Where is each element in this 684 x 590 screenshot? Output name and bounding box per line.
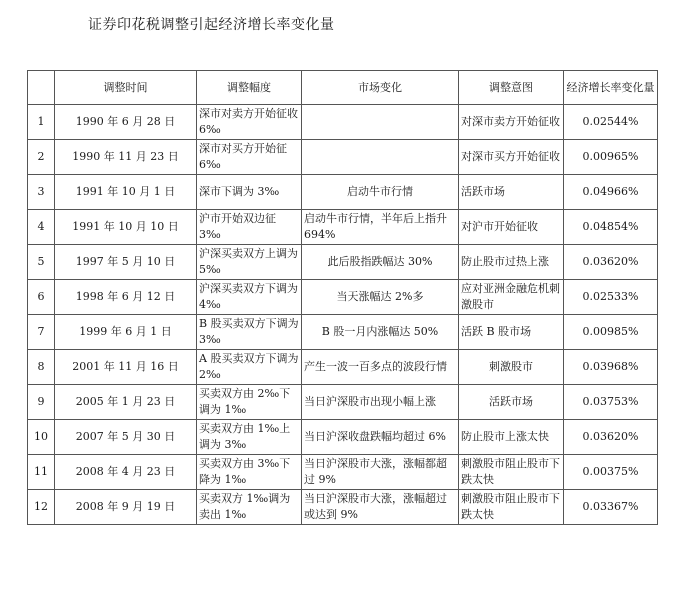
row-market: 当日沪深股市大涨，涨幅超过或达到 9% [302,490,459,525]
row-market [302,140,459,175]
row-intent: 活跃 B 股市场 [459,315,564,350]
row-rate: 0.03620% [564,245,658,280]
row-amount: 买卖双方由 2‰下调为 1‰ [197,385,302,420]
row-rate: 0.03753% [564,385,658,420]
table-row [28,490,658,525]
header-rate: 经济增长率变化量 [564,71,658,105]
row-rate: 0.02533% [564,280,658,315]
row-intent: 对深市买方开始征收 [459,140,564,175]
row-intent: 防止股市过热上涨 [459,245,564,280]
row-amount: A 股买卖双方下调为 2‰ [197,350,302,385]
row-amount: 买卖双方 1‰调为卖出 1‰ [197,490,302,525]
row-market: 当日沪深股市大涨，涨幅都超过 9% [302,455,459,490]
row-intent: 刺激股市阻止股市下跌太快 [459,490,564,525]
row-date: 2008 年 9 月 19 日 [55,490,197,525]
row-rate: 0.03620% [564,420,658,455]
row-index: 1 [28,105,55,140]
row-index: 7 [28,315,55,350]
row-intent: 对沪市开始征收 [459,210,564,245]
row-market: 此后股指跌幅达 30% [302,245,459,280]
table-row [28,210,658,245]
table-row [28,420,658,455]
row-rate: 0.03968% [564,350,658,385]
row-index: 10 [28,420,55,455]
header-intent: 调整意图 [459,71,564,105]
row-market [302,105,459,140]
row-index: 5 [28,245,55,280]
table-row [28,175,658,210]
row-amount: 买卖双方由 3‰下降为 1‰ [197,455,302,490]
table-row [28,280,658,315]
table-row [28,140,658,175]
row-date: 1990 年 11 月 23 日 [55,140,197,175]
row-date: 1998 年 6 月 12 日 [55,280,197,315]
row-market: B 股一月内涨幅达 50% [302,315,459,350]
row-rate: 0.02544% [564,105,658,140]
row-rate: 0.03367% [564,490,658,525]
row-intent: 刺激股市阻止股市下跌太快 [459,455,564,490]
row-date: 1990 年 6 月 28 日 [55,105,197,140]
row-rate: 0.00965% [564,140,658,175]
document-title: 证券印花税调整引起经济增长率变化量 [88,17,335,33]
row-amount: 深市下调为 3‰ [197,175,302,210]
header-index [28,71,55,105]
row-date: 1991 年 10 月 10 日 [55,210,197,245]
row-index: 11 [28,455,55,490]
header-date: 调整时间 [55,71,197,105]
row-index: 8 [28,350,55,385]
row-index: 12 [28,490,55,525]
table-row [28,350,658,385]
row-index: 6 [28,280,55,315]
row-rate: 0.00985% [564,315,658,350]
row-market: 产生一波一百多点的波段行情 [302,350,459,385]
row-date: 2005 年 1 月 23 日 [55,385,197,420]
row-market: 当日沪深股市出现小幅上涨 [302,385,459,420]
row-intent: 活跃市场 [459,175,564,210]
row-index: 3 [28,175,55,210]
table-row [28,385,658,420]
row-amount: 沪市开始双边征 3‰ [197,210,302,245]
row-amount: B 股买卖双方下调为 3‰ [197,315,302,350]
row-date: 1999 年 6 月 1 日 [55,315,197,350]
row-amount: 买卖双方由 1‰上调为 3‰ [197,420,302,455]
row-intent: 防止股市上涨太快 [459,420,564,455]
row-intent: 对深市卖方开始征收 [459,105,564,140]
table-header-row [28,71,658,105]
row-rate: 0.04966% [564,175,658,210]
table-row [28,105,658,140]
row-date: 2001 年 11 月 16 日 [55,350,197,385]
row-rate: 0.04854% [564,210,658,245]
row-market: 当天涨幅达 2%多 [302,280,459,315]
row-intent: 刺激股市 [459,350,564,385]
stamp-duty-table [27,70,658,525]
row-date: 1991 年 10 月 1 日 [55,175,197,210]
table-row [28,245,658,280]
row-intent: 活跃市场 [459,385,564,420]
row-index: 9 [28,385,55,420]
row-amount: 深市对卖方开始征收 6‰ [197,105,302,140]
row-amount: 沪深买卖双方下调为 4‰ [197,280,302,315]
row-index: 4 [28,210,55,245]
row-market: 当日沪深收盘跌幅均超过 6% [302,420,459,455]
row-amount: 沪深买卖双方上调为 5‰ [197,245,302,280]
row-market: 启动牛市行情 [302,175,459,210]
header-amount: 调整幅度 [197,71,302,105]
row-date: 2007 年 5 月 30 日 [55,420,197,455]
row-rate: 0.00375% [564,455,658,490]
table-row [28,455,658,490]
row-market: 启动牛市行情，半年后上指升 694% [302,210,459,245]
row-intent: 应对亚洲金融危机刺激股市 [459,280,564,315]
row-amount: 深市对买方开始征 6‰ [197,140,302,175]
row-index: 2 [28,140,55,175]
header-market: 市场变化 [302,71,459,105]
row-date: 1997 年 5 月 10 日 [55,245,197,280]
row-date: 2008 年 4 月 23 日 [55,455,197,490]
table-row [28,315,658,350]
